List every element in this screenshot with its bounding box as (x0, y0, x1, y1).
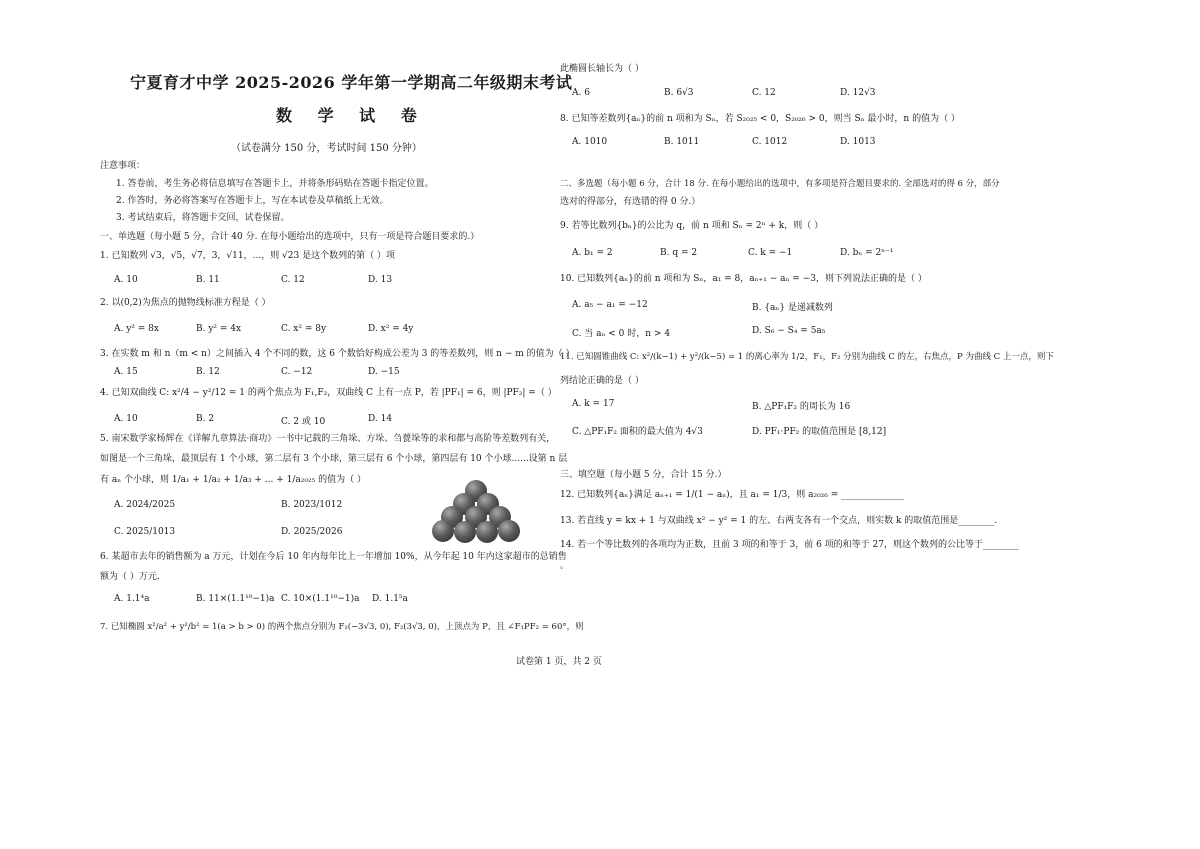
question-8: 8. 已知等差数列{aₙ}的前 n 项和为 Sₙ，若 S₂₀₂₅ < 0，S₂₀₂₆ > 0，则当 Sₙ 最小时，n 的值为（ ） (560, 114, 960, 124)
q11-option-d: D. PF₁·PF₂ 的取值范围是 [8,12] (752, 427, 887, 437)
question-5-line-1: 5. 南宋数学家杨辉在《详解九章算法·商功》一书中记载的三角垛、方垛、刍甍垛等的求和都与高阶等差数列有关， (100, 434, 556, 444)
q11-option-b: B. △PF₁F₂ 的周长为 16 (752, 402, 851, 412)
question-6-line-2: 额为（ ）万元. (100, 572, 160, 582)
q4-option-c: C. 2 或 10 (281, 417, 326, 427)
q7-option-a: A. 6 (572, 88, 590, 98)
q11-option-c: C. △PF₁F₂ 面积的最大值为 4√3 (572, 427, 703, 437)
q10-option-a: A. a₅ − a₁ = −12 (572, 300, 648, 310)
question-10: 10. 已知数列{aₙ}的前 n 项和为 Sₙ，a₁ = 8，aₙ₊₁ − aₙ = −3，则下列说法正确的是（ ） (560, 274, 927, 284)
notice-item: 1. 答卷前，考生务必将信息填写在答题卡上，并将条形码贴在答题卡指定位置。 (116, 179, 434, 189)
section-2-heading-line-2: 选对的得部分，有选错的得 0 分.） (560, 197, 701, 207)
section-2-heading-line-1: 二、多选题（每小题 6 分，合计 18 分. 在每小题给出的选项中，有多项是符合题目要求的. 全部选对的得 6 分，部分 (560, 179, 1000, 189)
q9-option-a: A. b₁ = 2 (572, 248, 613, 258)
question-11-line-1: 11. 已知圆锥曲线 C: x²/(k−1) + y²/(k−5) = 1 的离心率为 1/2，F₁，F₂ 分别为曲线 C 的左，右焦点，P 为曲线 C 上一点，则下 (560, 352, 1054, 362)
q10-option-d: D. S₆ − S₄ = 5a₅ (752, 326, 826, 336)
question-3: 3. 在实数 m 和 n（m < n）之间插入 4 个不同的数，这 6 个数恰好构成公差为 3 的等差数列，则 n − m 的值为（ ） (100, 349, 575, 359)
q11-option-a: A. k = 17 (572, 399, 615, 409)
notice-item: 3. 考试结束后，将答题卡交回，试卷保留。 (116, 213, 290, 223)
q9-option-d: D. bₙ = 2ⁿ⁻¹ (840, 248, 894, 258)
q9-option-b: B. q = 2 (660, 248, 698, 258)
question-9: 9. 若等比数列{bₙ}的公比为 q，前 n 项和 Sₙ = 2ⁿ + k，则（ ） (560, 221, 824, 231)
question-4: 4. 已知双曲线 C: x²/4 − y²/12 = 1 的两个焦点为 F₁,F₂，双曲线 C 上有一点 P，若 |PF₁| = 6，则 |PF₂| =（ ） (100, 388, 557, 398)
q7-option-c: C. 12 (752, 88, 776, 98)
q3-option-a: A. 15 (114, 367, 138, 377)
q6-option-a: A. 1.1⁴a (114, 594, 150, 604)
section-1-heading: 一、单选题（每小题 5 分，合计 40 分. 在每小题给出的选项中，只有一项是符合题目要求的.） (100, 232, 480, 242)
notice-item: 2. 作答时，务必将答案写在答题卡上，写在本试卷及草稿纸上无效。 (116, 196, 389, 206)
exam-subject: 数 学 试 卷 (276, 106, 427, 125)
q1-option-c: C. 12 (281, 275, 305, 285)
q5-option-c: C. 2025/1013 (114, 527, 176, 537)
question-5-line-3: 有 aₙ 个小球，则 1/a₁ + 1/a₂ + 1/a₃ + ... + 1/a₂₀₂₅ 的值为（ ） (100, 475, 366, 485)
notice-heading: 注意事项： (100, 161, 146, 171)
q10-option-c: C. 当 aₙ < 0 时，n > 4 (572, 329, 671, 339)
page-footer: 试卷第 1 页，共 2 页 (516, 657, 602, 667)
q2-option-b: B. y² = 4x (196, 324, 242, 334)
q1-option-b: B. 11 (196, 275, 220, 285)
exam-title: 宁夏育才中学 2025-2026 学年第一学期高二年级期末考试 (130, 73, 573, 92)
section-3-heading: 三、填空题（每小题 5 分，合计 15 分.） (560, 470, 727, 480)
q1-option-a: A. 10 (114, 275, 138, 285)
q4-option-a: A. 10 (114, 414, 138, 424)
q3-option-c: C. −12 (281, 367, 313, 377)
q10-option-b: B. {aₙ} 是递减数列 (752, 303, 833, 313)
q9-option-c: C. k = −1 (748, 248, 793, 258)
question-7-continuation: 此椭圆长轴长为（ ） (560, 64, 644, 74)
question-7-line-1: 7. 已知椭圆 x²/a² + y²/b² = 1(a > b > 0) 的两个焦点分别为 F₁(−3√3, 0), F₂(3√3, 0)，上顶点为 P，且 ∠F₁PF₂ = 60°，则 (100, 622, 584, 632)
q8-option-c: C. 1012 (752, 137, 788, 147)
q5-option-d: D. 2025/2026 (281, 527, 343, 537)
exam-info: （试卷满分 150 分，考试时间 150 分钟） (231, 143, 422, 154)
q8-option-a: A. 1010 (572, 137, 608, 147)
question-11-line-2: 列结论正确的是（ ） (560, 376, 644, 386)
q7-option-d: D. 12√3 (840, 88, 876, 98)
q4-option-b: B. 2 (196, 414, 215, 424)
q8-option-d: D. 1013 (840, 137, 876, 147)
q2-option-d: D. x² = 4y (368, 324, 414, 334)
question-12: 12. 已知数列{aₙ}满足 aₙ₊₁ = 1/(1 − aₙ)，且 a₁ = 1/3，则 a₂₀₂₆ = ______________ (560, 490, 905, 500)
question-6-line-1: 6. 某超市去年的销售额为 a 万元，计划在今后 10 年内每年比上一年增加 10%，从今年起 10 年内这家超市的总销售 (100, 552, 567, 562)
q6-option-b: B. 11×(1.1¹⁰−1)a (196, 594, 275, 604)
triangular-ball-pile-figure (432, 478, 520, 546)
q2-option-a: A. y² = 8x (114, 324, 159, 334)
question-2: 2. 以(0,2)为焦点的抛物线标准方程是（ ） (100, 298, 271, 308)
q2-option-c: C. x² = 8y (281, 324, 327, 334)
q5-option-b: B. 2023/1012 (281, 500, 343, 510)
question-14: 14. 若一个等比数列的各项均为正数，且前 3 项的和等于 3，前 6 项的和等于 27，则这个数列的公比等于________ (560, 540, 1019, 550)
q4-option-d: D. 14 (368, 414, 393, 424)
stray-mark: 。 (560, 561, 570, 571)
q6-option-d: D. 1.1⁵a (372, 594, 408, 604)
question-13: 13. 若直线 y = kx + 1 与双曲线 x² − y² = 1 的左、右两支各有一个交点，则实数 k 的取值范围是________. (560, 516, 998, 526)
q3-option-d: D. −15 (368, 367, 400, 377)
question-5-line-2: 如图是一个三角垛，最顶层有 1 个小球，第二层有 3 个小球，第三层有 6 个小球，第四层有 10 个小球......设第 n 层 (100, 454, 568, 464)
q1-option-d: D. 13 (368, 275, 393, 285)
q7-option-b: B. 6√3 (664, 88, 694, 98)
q5-option-a: A. 2024/2025 (114, 500, 176, 510)
question-1: 1. 已知数列 √3，√5，√7，3，√11，...，则 √23 是这个数列的第（ ）项 (100, 251, 395, 261)
q8-option-b: B. 1011 (664, 137, 700, 147)
q6-option-c: C. 10×(1.1¹⁰−1)a (281, 594, 360, 604)
q3-option-b: B. 12 (196, 367, 220, 377)
